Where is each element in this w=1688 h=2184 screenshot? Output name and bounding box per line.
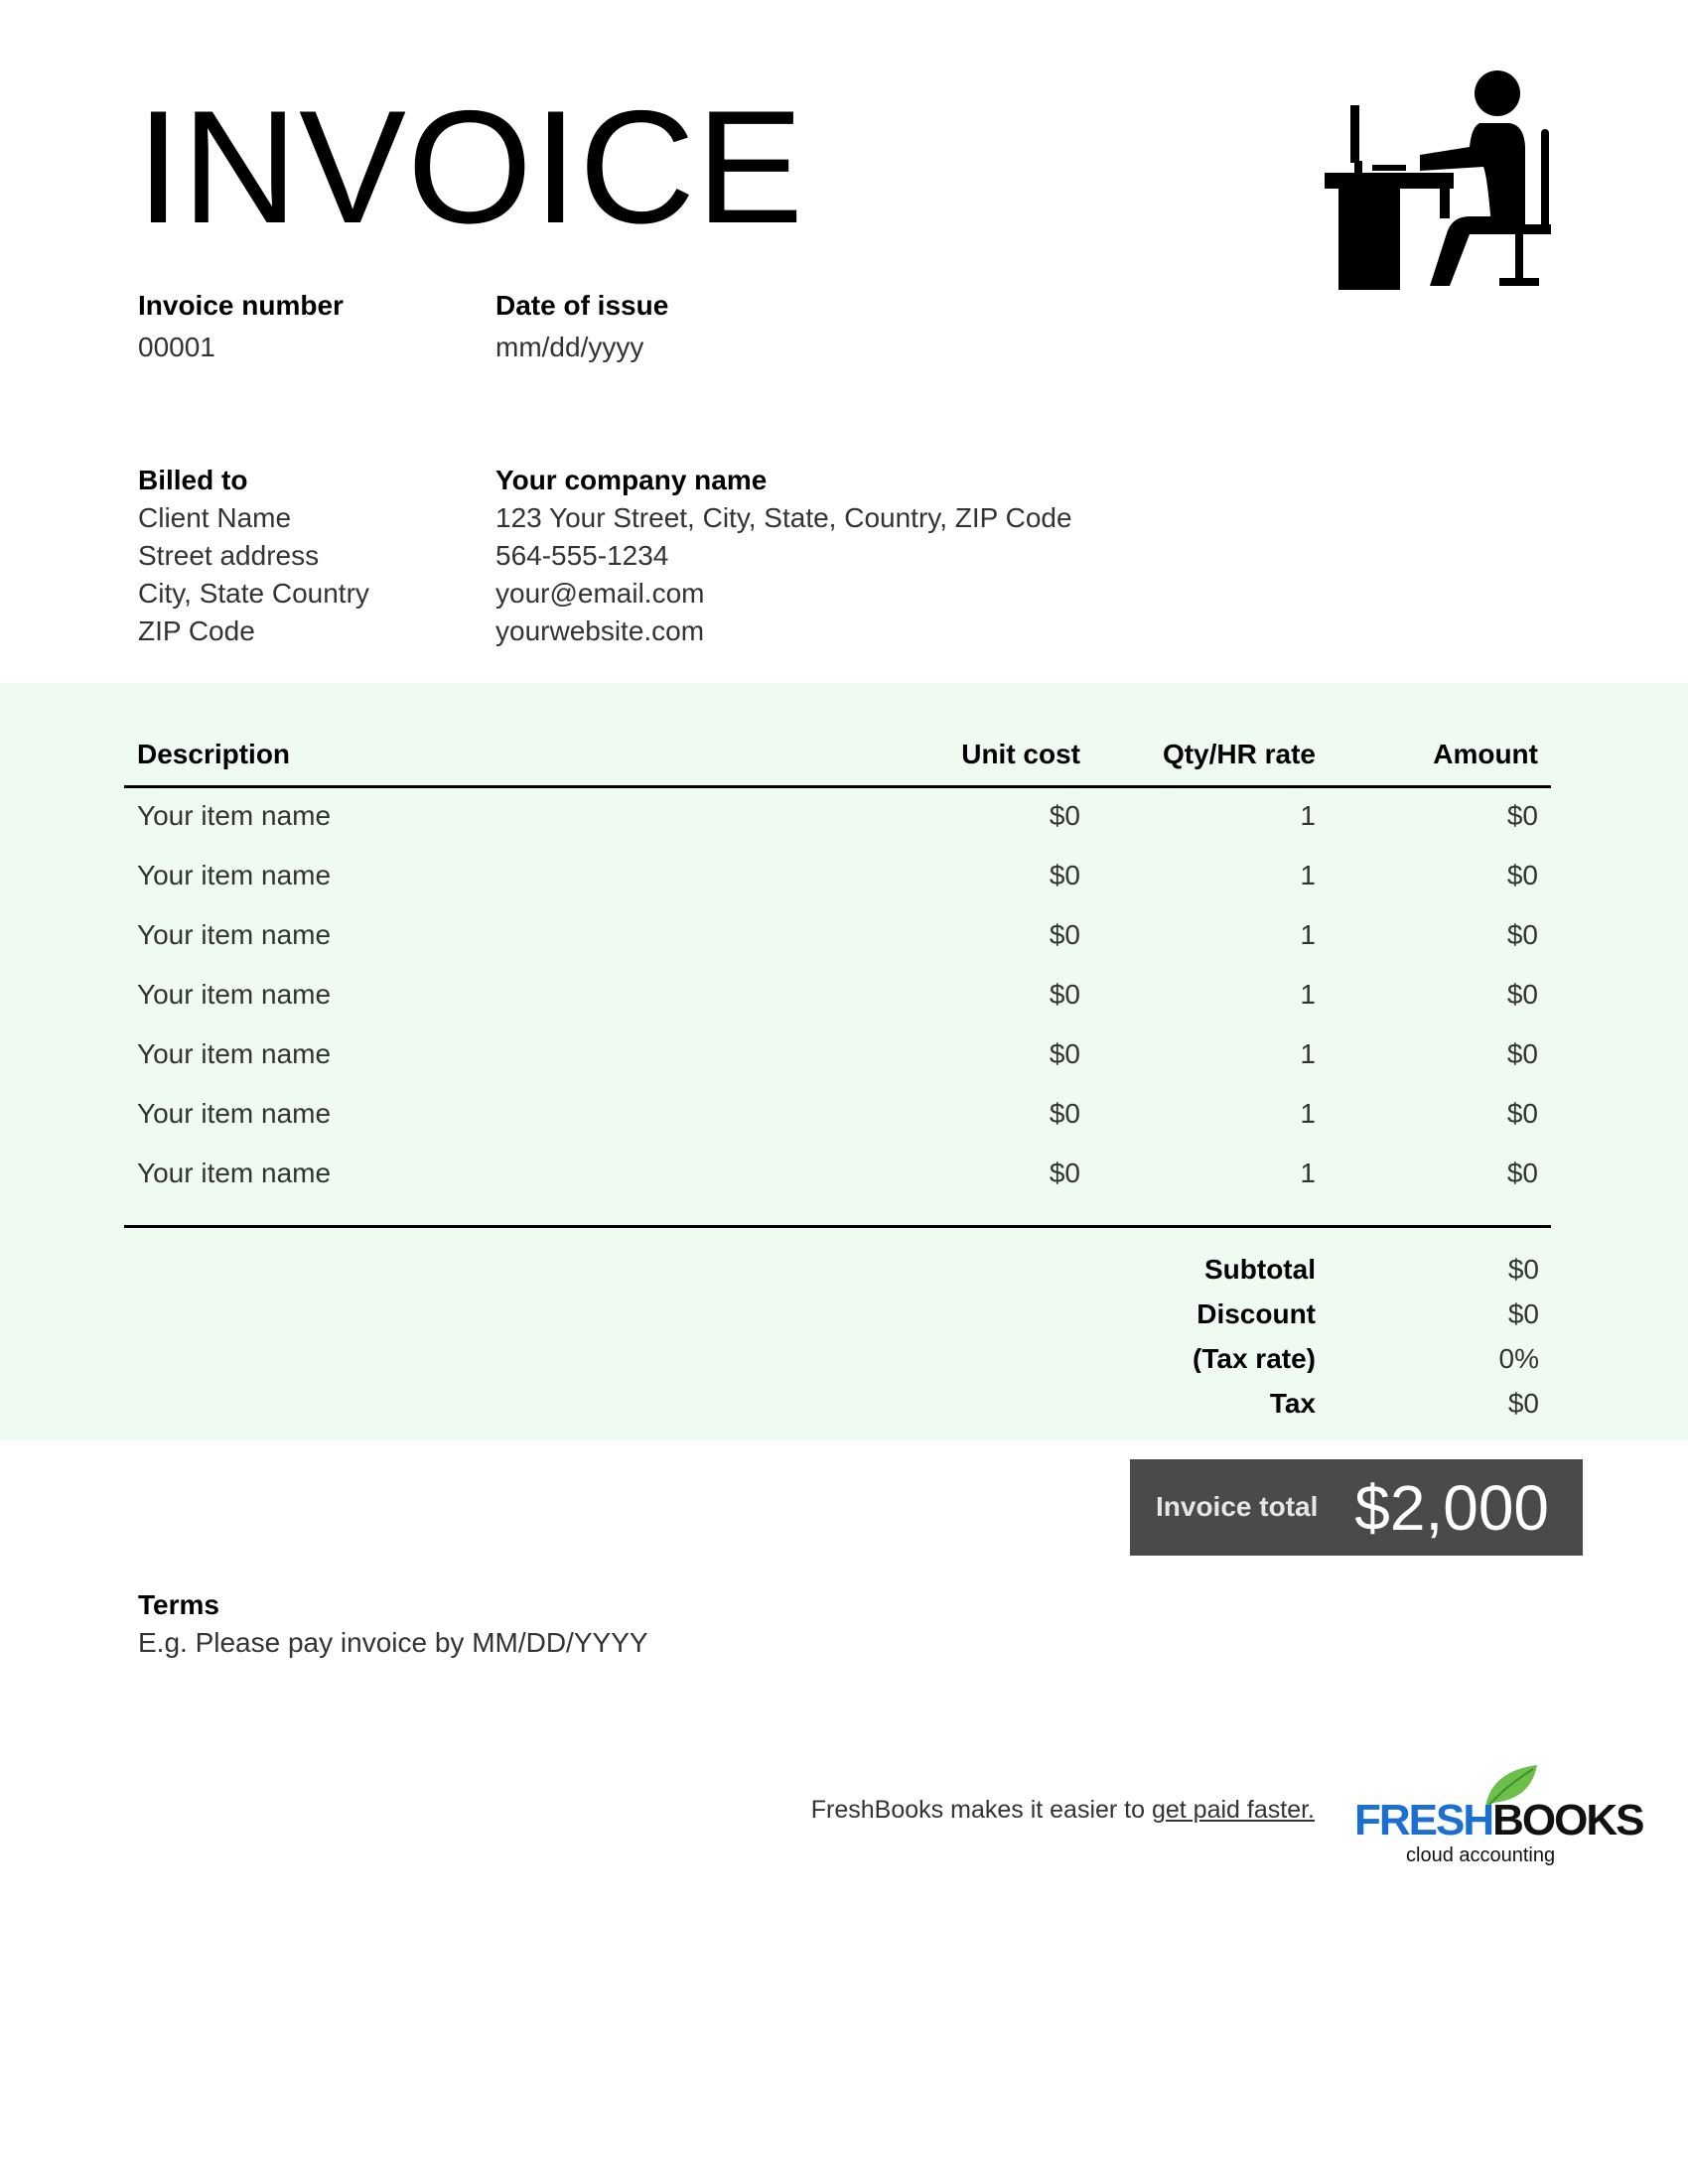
row-description: Your item name — [137, 800, 332, 831]
header-amount: Amount — [1433, 739, 1538, 769]
row-amount: $0 — [1506, 860, 1538, 890]
table-row — [137, 1035, 1550, 1095]
table-row — [137, 797, 1550, 857]
billed-to-line: City, State Country — [138, 578, 369, 609]
subtotal-label: Subtotal — [1204, 1254, 1316, 1284]
header-unit-cost: Unit cost — [961, 739, 1080, 769]
tax-value: $0 — [1507, 1388, 1539, 1418]
table-row — [137, 916, 1550, 976]
row-qty: 1 — [1300, 1038, 1316, 1069]
table-row — [137, 857, 1550, 916]
row-qty: 1 — [1300, 800, 1316, 831]
billed-to-block — [138, 462, 369, 650]
billed-to-line: Client Name — [138, 502, 292, 533]
tax-label-wrap — [993, 1388, 1316, 1418]
row-amount: $0 — [1506, 1158, 1538, 1188]
row-qty: 1 — [1300, 1098, 1316, 1129]
subtotal-label-wrap — [993, 1254, 1316, 1284]
invoice-total-box — [1130, 1459, 1583, 1556]
row-unit-cost: $0 — [1049, 1158, 1080, 1188]
footer-text: FreshBooks makes it easier to — [810, 1796, 1152, 1824]
row-amount: $0 — [1506, 919, 1538, 950]
tax-rate-value: 0% — [1498, 1343, 1539, 1373]
person-at-desk-icon — [1321, 68, 1559, 296]
row-description: Your item name — [137, 1098, 332, 1129]
logo-word-books: BOOKS — [1492, 1796, 1643, 1844]
company-website: yourwebsite.com — [495, 615, 705, 646]
discount-label: Discount — [1196, 1298, 1316, 1328]
row-amount: $0 — [1506, 979, 1538, 1010]
tax-rate-label-wrap — [993, 1343, 1316, 1373]
table-header — [137, 731, 1550, 786]
date-of-issue: mm/dd/yyyy — [495, 332, 644, 362]
logo-tagline: cloud accounting — [1406, 1844, 1556, 1866]
row-description: Your item name — [137, 919, 332, 950]
get-paid-faster-link[interactable]: get paid faster. — [1151, 1796, 1315, 1824]
row-unit-cost: $0 — [1049, 1098, 1080, 1129]
row-qty: 1 — [1300, 860, 1316, 890]
row-amount: $0 — [1506, 1038, 1538, 1069]
discount-label-wrap — [993, 1298, 1316, 1328]
company-block — [495, 462, 1072, 650]
discount-value: $0 — [1507, 1298, 1539, 1328]
row-unit-cost: $0 — [1049, 800, 1080, 831]
billed-to-label: Billed to — [138, 465, 248, 495]
billed-to-line: ZIP Code — [138, 615, 255, 646]
row-unit-cost: $0 — [1049, 919, 1080, 950]
row-qty: 1 — [1300, 1158, 1316, 1188]
date-of-issue-label: Date of issue — [495, 290, 669, 321]
header-qty-rate: Qty/HR rate — [1162, 739, 1316, 769]
footer-promo — [811, 1796, 1315, 1825]
row-description: Your item name — [137, 1038, 332, 1069]
items-bottom-divider — [124, 1225, 1551, 1228]
billed-to-line: Street address — [138, 540, 320, 571]
tax-value-wrap — [1390, 1388, 1539, 1418]
table-row — [137, 1095, 1550, 1155]
row-description: Your item name — [137, 1158, 332, 1188]
row-unit-cost: $0 — [1049, 1038, 1080, 1069]
company-address: 123 Your Street, City, State, Country, ZIP Code — [495, 502, 1072, 533]
invoice-number: 00001 — [138, 332, 215, 362]
invoice-title: INVOICE — [136, 77, 805, 257]
tax-rate-label: (Tax rate) — [1193, 1343, 1316, 1373]
invoice-total-value: $2,000 — [1354, 1472, 1549, 1544]
invoice-total-label: Invoice total — [1156, 1491, 1319, 1522]
tax-rate-value-wrap — [1390, 1343, 1539, 1373]
row-amount: $0 — [1506, 1098, 1538, 1129]
row-amount: $0 — [1506, 800, 1538, 831]
row-qty: 1 — [1300, 979, 1316, 1010]
terms-label: Terms — [138, 1589, 219, 1620]
table-row — [137, 1155, 1550, 1214]
freshbooks-logo — [1352, 1763, 1643, 1872]
company-name-label: Your company name — [495, 465, 768, 495]
subtotal-value: $0 — [1507, 1254, 1539, 1284]
company-email: your@email.com — [495, 578, 705, 609]
tax-label: Tax — [1269, 1388, 1316, 1418]
row-description: Your item name — [137, 860, 332, 890]
table-row — [137, 976, 1550, 1035]
logo-wordmark — [1354, 1796, 1643, 1844]
invoice-number-label: Invoice number — [138, 290, 344, 321]
row-unit-cost: $0 — [1049, 860, 1080, 890]
header-divider — [124, 785, 1551, 788]
terms-text: E.g. Please pay invoice by MM/DD/YYYY — [138, 1627, 648, 1658]
header-description: Description — [137, 739, 291, 769]
company-phone: 564-555-1234 — [495, 540, 669, 571]
discount-value-wrap — [1390, 1298, 1539, 1328]
subtotal-value-wrap — [1390, 1254, 1539, 1284]
row-description: Your item name — [137, 979, 332, 1010]
row-qty: 1 — [1300, 919, 1316, 950]
logo-word-fresh: FRESH — [1354, 1796, 1493, 1844]
row-unit-cost: $0 — [1049, 979, 1080, 1010]
